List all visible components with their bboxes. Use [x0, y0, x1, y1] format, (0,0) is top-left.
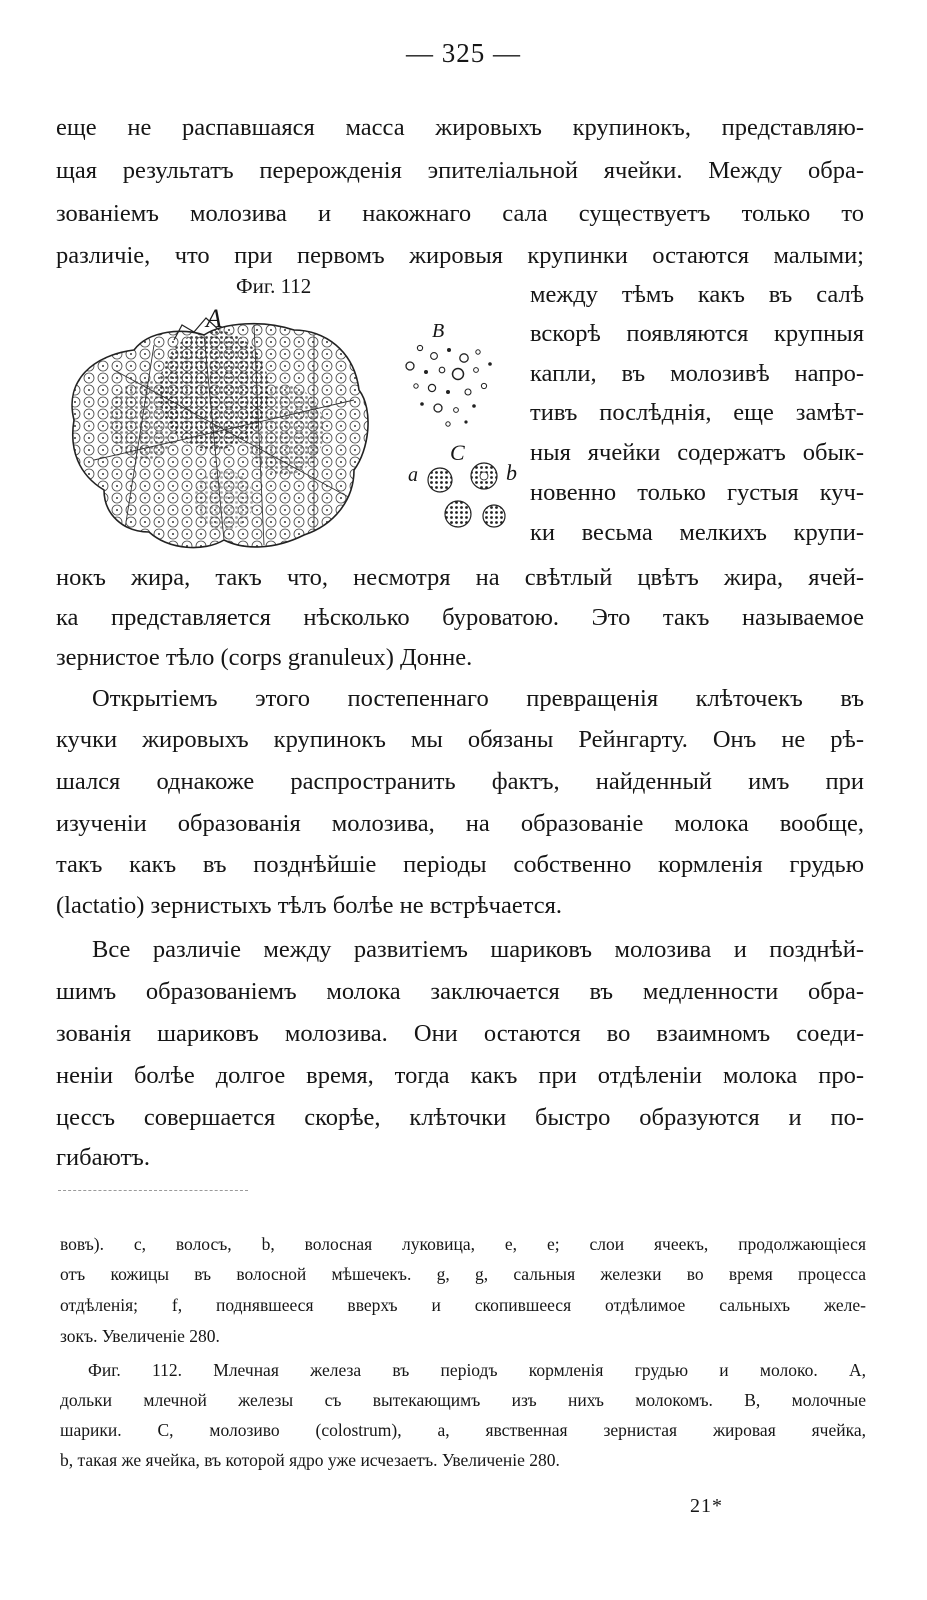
text-line: такъ какъ въ позднѣйшіе періоды собственно кормленія грудью — [56, 851, 864, 878]
text-line: шимъ образованіемъ молока заключается въ медленности обра- — [56, 978, 864, 1005]
text-line: шался однакоже распространить фактъ, найденный имъ при — [56, 768, 864, 795]
footnote-line: b, такая же ячейка, въ которой ядро уже исчезаетъ. Увеличеніе 280. — [60, 1450, 560, 1470]
text-line: зованія шариковъ молозива. Они остаются во взаимномъ соеди- — [56, 1020, 864, 1047]
figure-label-c: C — [450, 440, 465, 465]
text-line: тивъ послѣднія, еще замѣт- — [530, 399, 864, 426]
mammary-lobe-drawing — [72, 318, 368, 548]
text-line: кучки жировыхъ крупинокъ мы обязаны Рейнгарту. Онъ не рѣ- — [56, 726, 864, 753]
figure-caption: Фиг. 112 — [236, 274, 312, 298]
figure-112 — [54, 300, 524, 560]
figure-label-small-b: b — [506, 460, 517, 485]
footnote-line: отъ кожицы въ волосной мѣшечекъ. g, g, сальныя железки во время процесса — [60, 1264, 866, 1284]
text-line: ка представляется нѣсколько буроватою. Это такъ называемое — [56, 604, 864, 631]
footnote-line: шарики. C, молозиво (colostrum), a, явственная зернистая жировая ячейка, — [60, 1420, 866, 1440]
text-line: различіе, что при первомъ жировыя крупинки остаются малыми; — [56, 242, 864, 269]
footnote-line: отдѣленія; f, поднявшееся вверхъ и скопившееся отдѣлимое сальныхъ желе- — [60, 1295, 866, 1315]
signature-mark: 21* — [690, 1495, 723, 1517]
text-line: капли, въ молозивѣ напро- — [530, 360, 864, 387]
text-line: гибаютъ. — [56, 1144, 150, 1171]
text-line: (lactatio) зернистыхъ тѣлъ болѣе не встрѣчается. — [56, 892, 562, 919]
text-line: нокъ жира, такъ что, несмотря на свѣтлый цвѣтъ жира, ячей- — [56, 564, 864, 591]
colostrum-cells-drawing — [428, 463, 505, 527]
text-line: Все различіе между развитіемъ шариковъ молозива и позднѣй- — [92, 936, 864, 963]
text-line: цессъ совершается скорѣе, клѣточки быстро образуются и по- — [56, 1104, 864, 1131]
text-line: между тѣмъ какъ въ салѣ — [530, 281, 864, 308]
text-line: новенно только густыя куч- — [530, 479, 864, 506]
footnote-line: Фиг. 112. Млечная железа въ періодъ кормленія грудью и молоко. A, — [88, 1360, 866, 1380]
text-line: ки весьма мелкихъ крупи- — [530, 519, 864, 546]
text-line: вскорѣ появляются крупныя — [530, 320, 864, 347]
footnote-separator — [58, 1190, 248, 1191]
text-line: зованіемъ молозива и накожнаго сала существуетъ только то — [56, 200, 864, 227]
footnote-line: зокъ. Увеличеніе 280. — [60, 1326, 220, 1346]
milk-globules-drawing — [406, 345, 492, 426]
figure-label-a: A — [206, 304, 222, 333]
figure-illustration — [54, 300, 524, 560]
figure-label-small-a: a — [408, 464, 418, 486]
page-number: — 325 — — [406, 38, 521, 68]
text-line: зернистое тѣло (corps granuleux) Донне. — [56, 644, 473, 671]
text-line: Открытіемъ этого постепеннаго превращенія клѣточекъ въ — [92, 685, 864, 712]
text-line: неніи болѣе долгое время, тогда какъ при отдѣленіи молока про- — [56, 1062, 864, 1089]
text-line: ныя ячейки содержатъ обык- — [530, 439, 864, 466]
text-line: щая результатъ перерожденія эпителіальной ячейки. Между обра- — [56, 157, 864, 184]
text-line: еще не распавшаяся масса жировыхъ крупинокъ, представляю- — [56, 114, 864, 141]
figure-label-b: B — [432, 320, 445, 342]
text-line: изученіи образованія молозива, на образованіе молока вообще, — [56, 810, 864, 837]
footnote-line: дольки млечной железы съ вытекающимъ изъ нихъ молокомъ. B, молочные — [60, 1390, 866, 1410]
footnote-line: вовъ). c, волосъ, b, волосная луковица, e, e; слои ячеекъ, продолжающіеся — [60, 1234, 866, 1254]
